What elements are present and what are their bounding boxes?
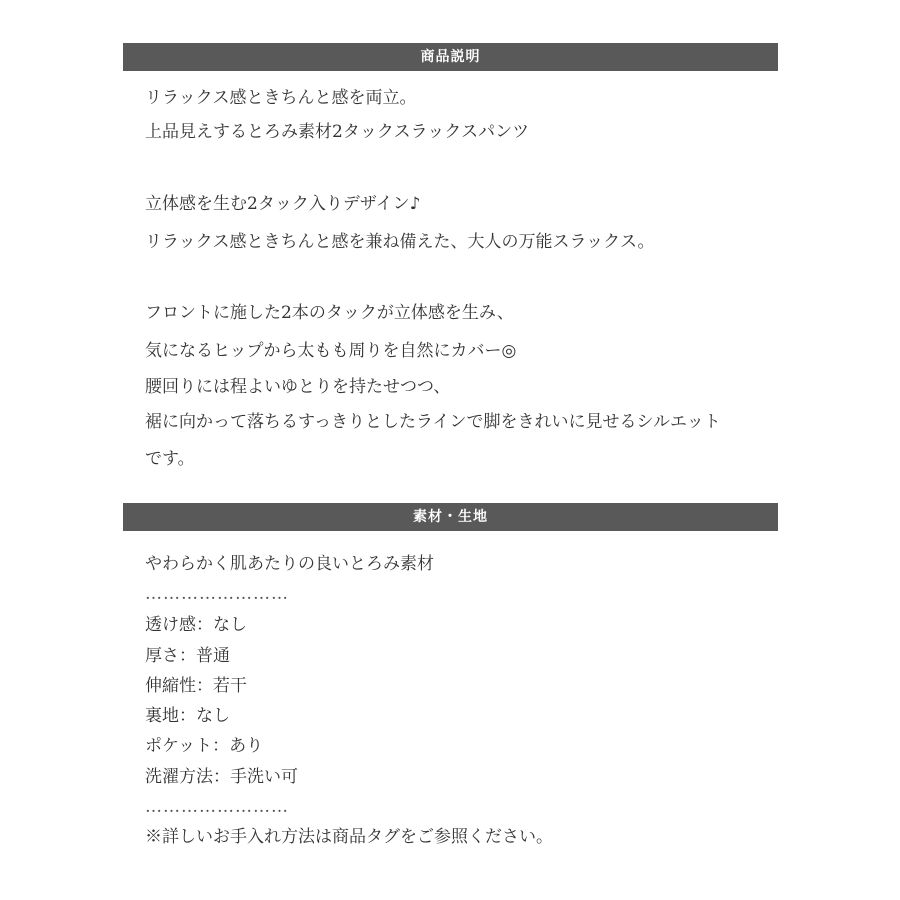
description-line: リラックス感ときちんと感を兼ね備えた、大人の万能スラックス。 <box>145 232 655 252</box>
description-line: 気になるヒップから太もも周りを自然にカバー◎ <box>145 341 517 361</box>
separator-top: …………………… <box>145 584 289 604</box>
spec-washing: 洗濯方法：手洗い可 <box>145 767 298 787</box>
spec-thickness: 厚さ：普通 <box>145 646 230 666</box>
section-header-description: 商品説明 <box>123 43 778 71</box>
description-line: 腰回りには程よいゆとりを持たせつつ、 <box>145 377 451 397</box>
description-line: 立体感を生む2タック入りデザイン♪ <box>145 194 421 214</box>
care-note: ※詳しいお手入れ方法は商品タグをご参照ください。 <box>145 827 553 847</box>
description-line: 裾に向かって落ちるすっきりとしたラインで脚をきれいに見せるシルエット <box>145 412 721 432</box>
description-line: 上品見えするとろみ素材2タックスラックスパンツ <box>145 122 530 142</box>
spec-stretch: 伸縮性：若干 <box>145 676 247 696</box>
spec-transparency: 透け感：なし <box>145 615 247 635</box>
separator-bottom: …………………… <box>145 797 289 817</box>
description-line: フロントに施した2本のタックが立体感を生み、 <box>145 303 514 323</box>
spec-pocket: ポケット：あり <box>145 736 264 756</box>
spec-lining: 裏地：なし <box>145 706 230 726</box>
material-intro: やわらかく肌あたりの良いとろみ素材 <box>145 554 434 574</box>
description-line: です。 <box>145 449 195 469</box>
description-line: リラックス感ときちんと感を両立。 <box>145 88 417 108</box>
section-header-material: 素材・生地 <box>123 503 778 531</box>
